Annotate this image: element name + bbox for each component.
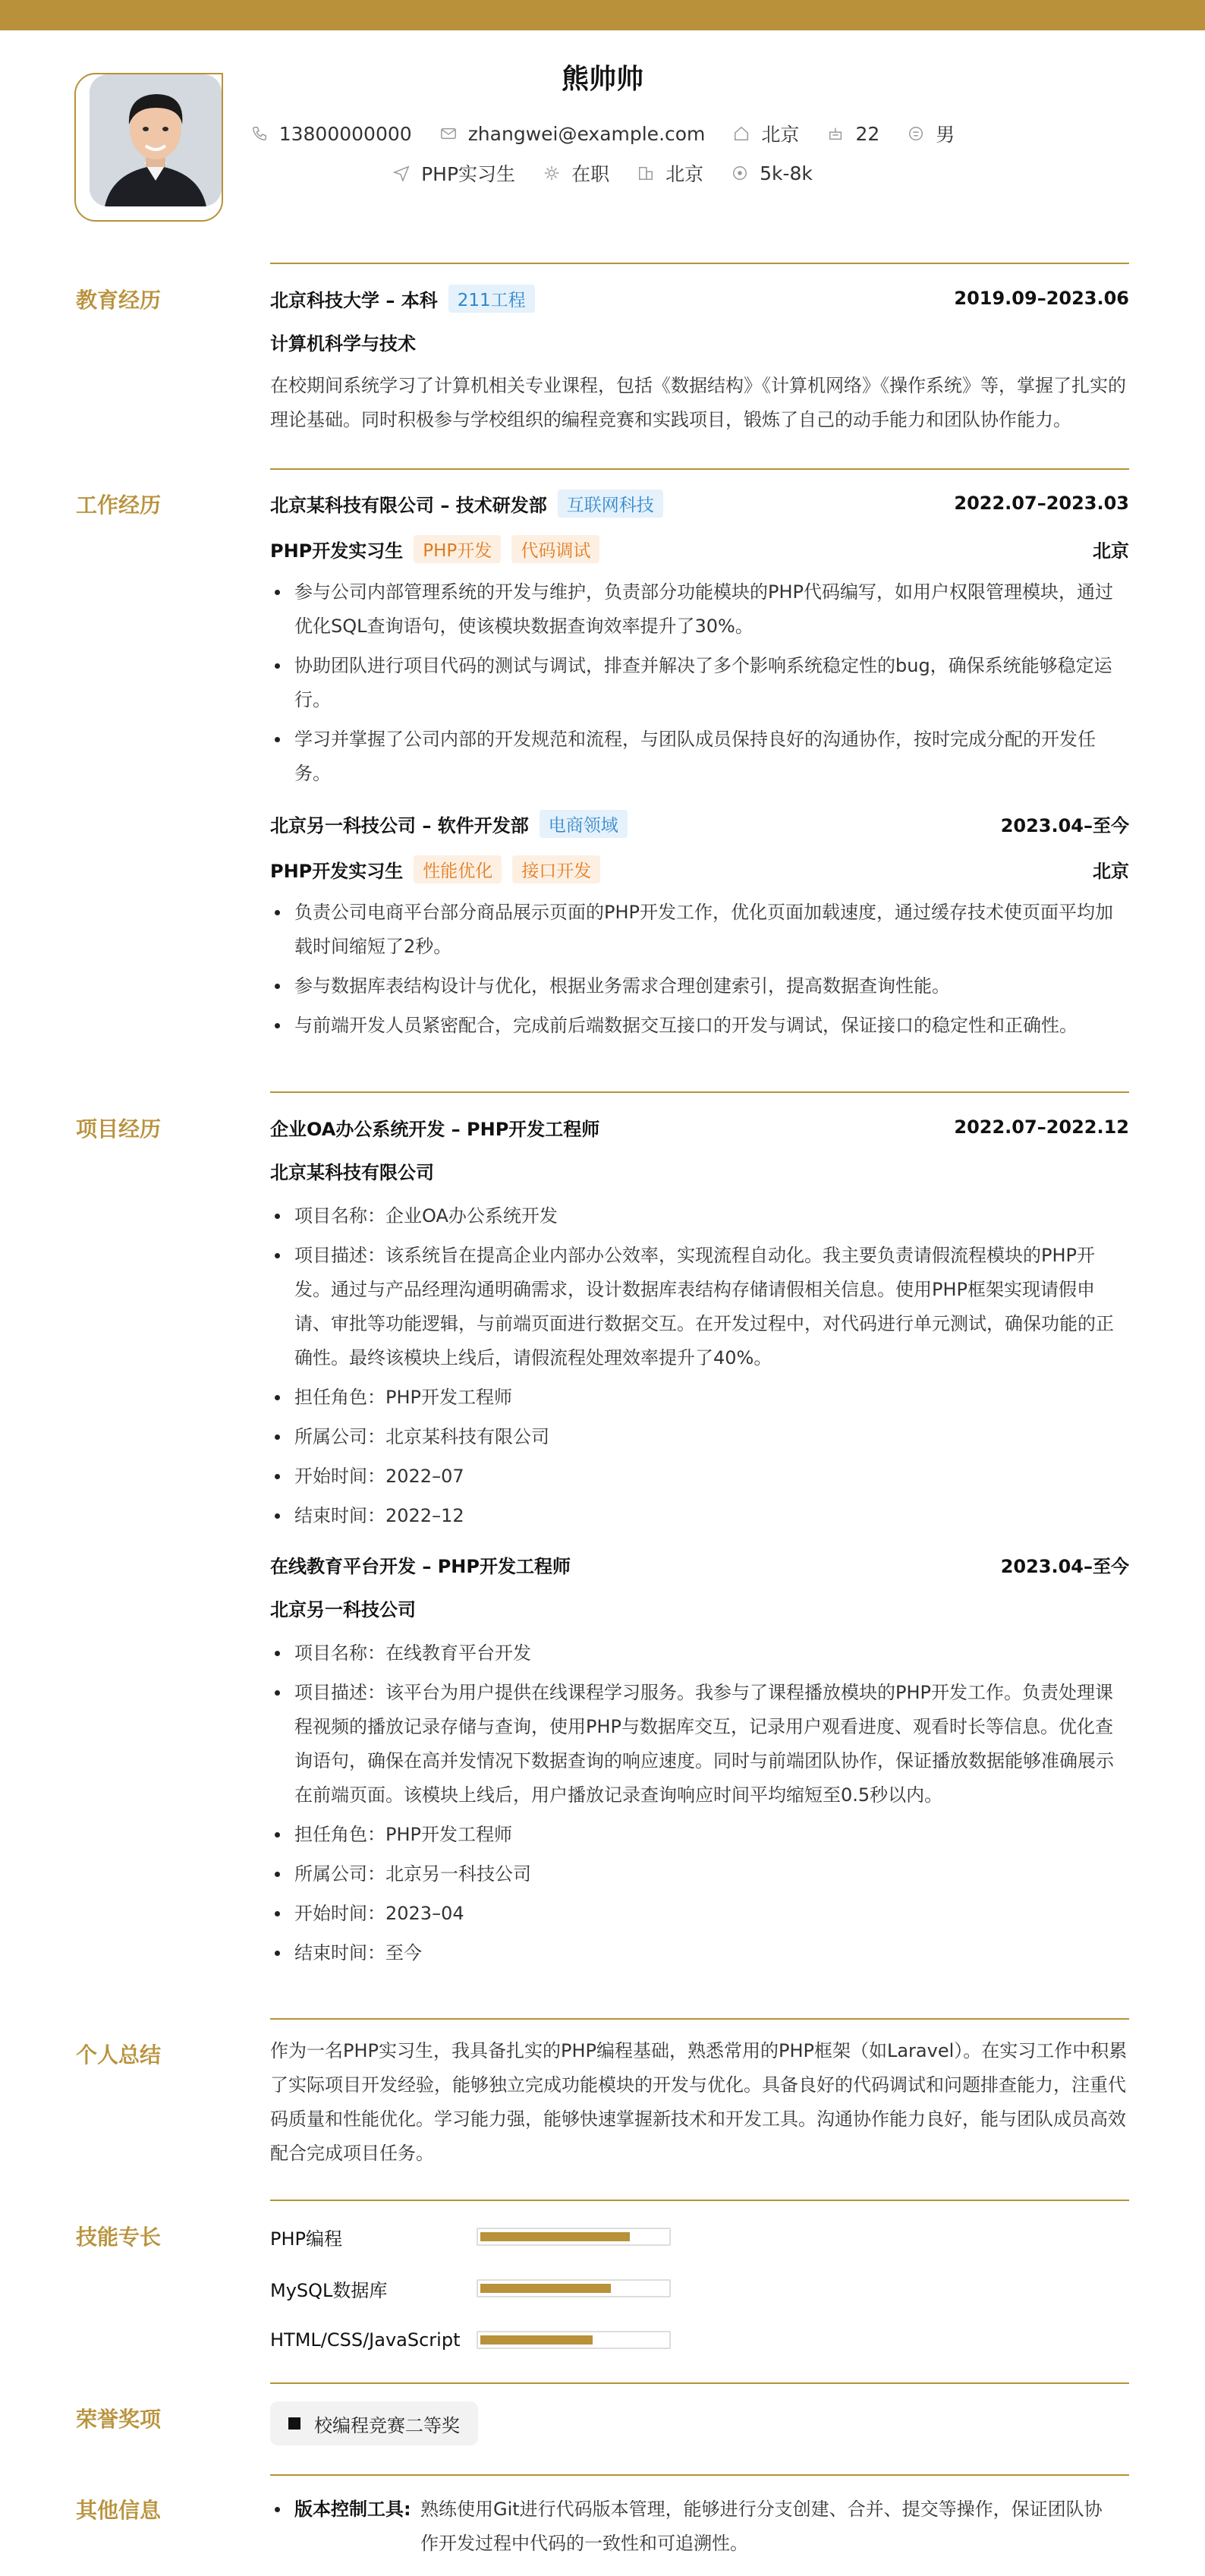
work-title: 工作经历 [76,493,162,518]
candidate-name: 熊帅帅 [561,64,643,95]
gender-icon [907,124,925,143]
email-item [439,123,706,145]
age-item [826,123,879,145]
skill-name: MySQL数据库 [270,2279,388,2301]
job-industry-tag: 电商领域 [540,810,628,838]
work-divider [270,468,1129,470]
job-role-row [270,536,1129,562]
other-value: 熟练使用Git进行代码版本管理，能够进行分支创建、合并、提交等操作，保证团队协作开发过程中代码的一致性和可追溯性。 [420,2499,1103,2554]
summary-divider [270,2018,1129,2020]
hometown-text: 北京 [761,124,800,146]
job-skill-tag: 代码调试 [511,535,599,563]
summary-content [270,2034,1129,2171]
other-item [270,2493,1129,2561]
skill-row [270,2224,1129,2250]
job-role: PHP开发实习生 [270,540,404,562]
send-icon [392,164,411,182]
contact-row [0,120,1205,147]
list-item: 参与数据库表结构设计与优化，根据业务需求合理创建索引，提高数据查询性能。 [270,969,1129,1003]
job-city: 北京 [1093,860,1129,882]
skill-level-bar [477,2331,671,2349]
award-text: 校编程竞赛二等奖 [314,2414,460,2436]
email-text: zhangwei@example.com [467,122,706,145]
salary-text: 5k-8k [760,162,813,184]
project-name: 企业OA办公系统开发 – PHP开发工程师 [270,1118,600,1140]
education-content [270,285,1129,437]
project-name: 在线教育平台开发 – PHP开发工程师 [270,1555,571,1577]
skill-level-bar [477,2279,671,2297]
list-item: 开始时间：2022–07 [270,1460,1129,1494]
job-duties [270,575,1129,791]
job-block [270,490,1129,791]
list-item: 参与公司内部管理系统的开发与维护，负责部分功能模块的PHP代码编写，如用户权限管理模块，通过优化SQL查询语句，使该模块数据查询效率提升了30%。 [270,575,1129,644]
project-block [270,1551,1129,1970]
major: 计算机科学与技术 [270,333,416,354]
job-role-left [270,535,599,563]
list-item: 项目描述：该系统旨在提高企业内部办公效率，实现流程自动化。我主要负责请假流程模块的PHP开发。通过与产品经理沟通明确需求，设计数据库表结构存储请假相关信息。使用PHP框架实现请假申请、审批等功能逻辑，与前端页面进行数据交互。在开发过程中，对代码进行单元测试，确保功能的正确性。最终该模块上线后，请假流程处理效率提升了40%。 [270,1239,1129,1375]
honors-title: 荣誉奖项 [76,2407,162,2432]
education-desc: 在校期间系统学习了计算机相关专业课程，包括《数据结构》《计算机网络》《操作系统》等，掌握了扎实的理论基础。同时积极参与学校组织的编程竞赛和实践项目，锻炼了自己的动手能力和团队协作能力。 [270,375,1126,430]
age-icon [826,124,845,143]
project-block [270,1114,1129,1533]
gender-text: 男 [936,124,955,146]
age-text: 22 [855,122,880,145]
job-company: 北京某科技有限公司 – 技术研发部 [270,494,547,516]
skill-name: PHP编程 [270,2228,342,2250]
job-skill-tag: 接口开发 [512,855,600,883]
school-name: 北京科技大学 – 本科 [270,289,438,311]
status-item [543,159,609,187]
job-city: 北京 [1093,540,1129,562]
mail-icon [439,124,458,143]
job-company: 北京另一科技公司 – 软件开发部 [270,814,529,836]
phone-text: 13800000000 [278,122,412,145]
status-text: 在职 [571,163,610,185]
skill-level-bar [477,2228,671,2246]
project-details [270,1199,1129,1533]
summary-title: 个人总结 [76,2042,162,2067]
phone-item [250,123,412,145]
job-role: PHP开发实习生 [270,860,404,882]
honors-divider [270,2382,1129,2384]
job-skill-tag: 性能优化 [414,855,502,883]
job-date: 2022.07–2023.03 [954,493,1129,514]
award-badge [270,2401,478,2445]
list-item: 担任角色：PHP开发工程师 [270,1818,1129,1852]
list-item: 协助团队进行项目代码的测试与调试，排查并解决了多个影响系统稳定性的bug，确保系统能够稳定运行。 [270,649,1129,717]
top-accent-bar [0,0,1205,30]
honors-content [270,2401,1129,2445]
projects-title: 项目经历 [76,1116,162,1142]
job-role-left [270,855,600,883]
job-header-left [270,810,628,838]
list-item: 学习并掌握了公司内部的开发规范和流程，与团队成员保持良好的沟通协作，按时完成分配的开发任务。 [270,723,1129,791]
home-icon [732,124,750,143]
skill-level-fill [480,2232,630,2241]
list-item: 开始时间：2023–04 [270,1897,1129,1931]
other-divider [270,2474,1129,2476]
list-item: 结束时间：至今 [270,1936,1129,1970]
salary-icon [731,164,749,182]
education-date: 2019.09–2023.06 [954,288,1129,309]
list-item: 项目名称：企业OA办公系统开发 [270,1199,1129,1233]
other-key: 版本控制工具: [294,2499,411,2520]
job-block [270,811,1129,1043]
city-text: 北京 [665,163,704,185]
list-item: 结束时间：2022–12 [270,1499,1129,1533]
status-icon [543,164,561,182]
project-details [270,1636,1129,1970]
list-item: 项目描述：该平台为用户提供在线课程学习服务。我参与了课程播放模块的PHP开发工作。负责处理课程视频的播放记录存储与查询，使用PHP与数据库交互，记录用户观看进度、观看时长等信息。优化查询语句，确保在高并发情况下数据查询的响应速度。同时与前端团队协作，保证播放数据能够准确展示在前端页面。该模块上线后，用户播放记录查询响应时间平均缩短至0.5秒以内。 [270,1676,1129,1812]
list-item: 担任角色：PHP开发工程师 [270,1381,1129,1415]
gender-item [907,120,955,147]
phone-icon [250,124,269,143]
list-item: 与前端开发人员紧密配合，完成前后端数据交互接口的开发与调试，保证接口的稳定性和正确性。 [270,1009,1129,1043]
position-text: PHP实习生 [421,163,516,185]
projects-content [270,1114,1129,1976]
list-item: 所属公司：北京某科技有限公司 [270,1420,1129,1454]
summary-text: 作为一名PHP实习生，我具备扎实的PHP编程基础，熟悉常用的PHP框架（如Laravel）。在实习工作中积累了实际项目开发经验，能够独立完成功能模块的开发与优化。具备良好的代码调试和问题排查能力，注重代码质量和性能优化。学习能力强，能够快速掌握新技术和开发工具。沟通协作能力良好，能与团队成员高效配合完成项目任务。 [270,2040,1128,2164]
skills-content [270,2224,1129,2379]
job-role-row [270,856,1129,882]
skill-level-fill [480,2335,593,2345]
skills-title: 技能专长 [76,2225,162,2250]
job-header [270,811,1129,836]
position-item [392,159,515,187]
city-item [637,159,703,187]
job-header [270,490,1129,516]
skill-name: HTML/CSS/JavaScript [270,2329,461,2351]
skills-divider [270,2200,1129,2201]
job-duties [270,896,1129,1043]
other-content [270,2493,1129,2561]
job-skill-tag: PHP开发 [414,535,501,563]
education-divider [270,263,1129,264]
education-title: 教育经历 [76,288,162,313]
job-industry-tag: 互联网科技 [558,490,663,518]
list-item: 项目名称：在线教育平台开发 [270,1636,1129,1671]
job-date: 2023.04–至今 [1000,814,1129,836]
project-date: 2023.04–至今 [1000,1555,1129,1577]
school-tag: 211工程 [448,285,535,313]
project-company: 北京另一科技公司 [270,1599,416,1620]
skill-level-fill [480,2284,611,2293]
job-intent-row [0,159,1205,187]
skill-row [270,2327,1129,2353]
building-icon [637,164,655,182]
salary-item [731,162,813,184]
list-item: 所属公司：北京另一科技公司 [270,1857,1129,1891]
list-item: 负责公司电商平台部分商品展示页面的PHP开发工作，优化页面加载速度，通过缓存技术使页面平均加载时间缩短了2秒。 [270,896,1129,964]
project-company: 北京某科技有限公司 [270,1162,434,1183]
hometown-item [732,120,799,147]
square-bullet-icon [288,2417,300,2430]
job-header-left [270,490,663,518]
skill-row [270,2275,1129,2301]
project-header [270,1114,1129,1140]
projects-divider [270,1091,1129,1093]
project-date: 2022.07–2022.12 [954,1116,1129,1138]
other-title: 其他信息 [76,2498,162,2523]
project-header [270,1551,1129,1577]
work-content [270,490,1129,1048]
